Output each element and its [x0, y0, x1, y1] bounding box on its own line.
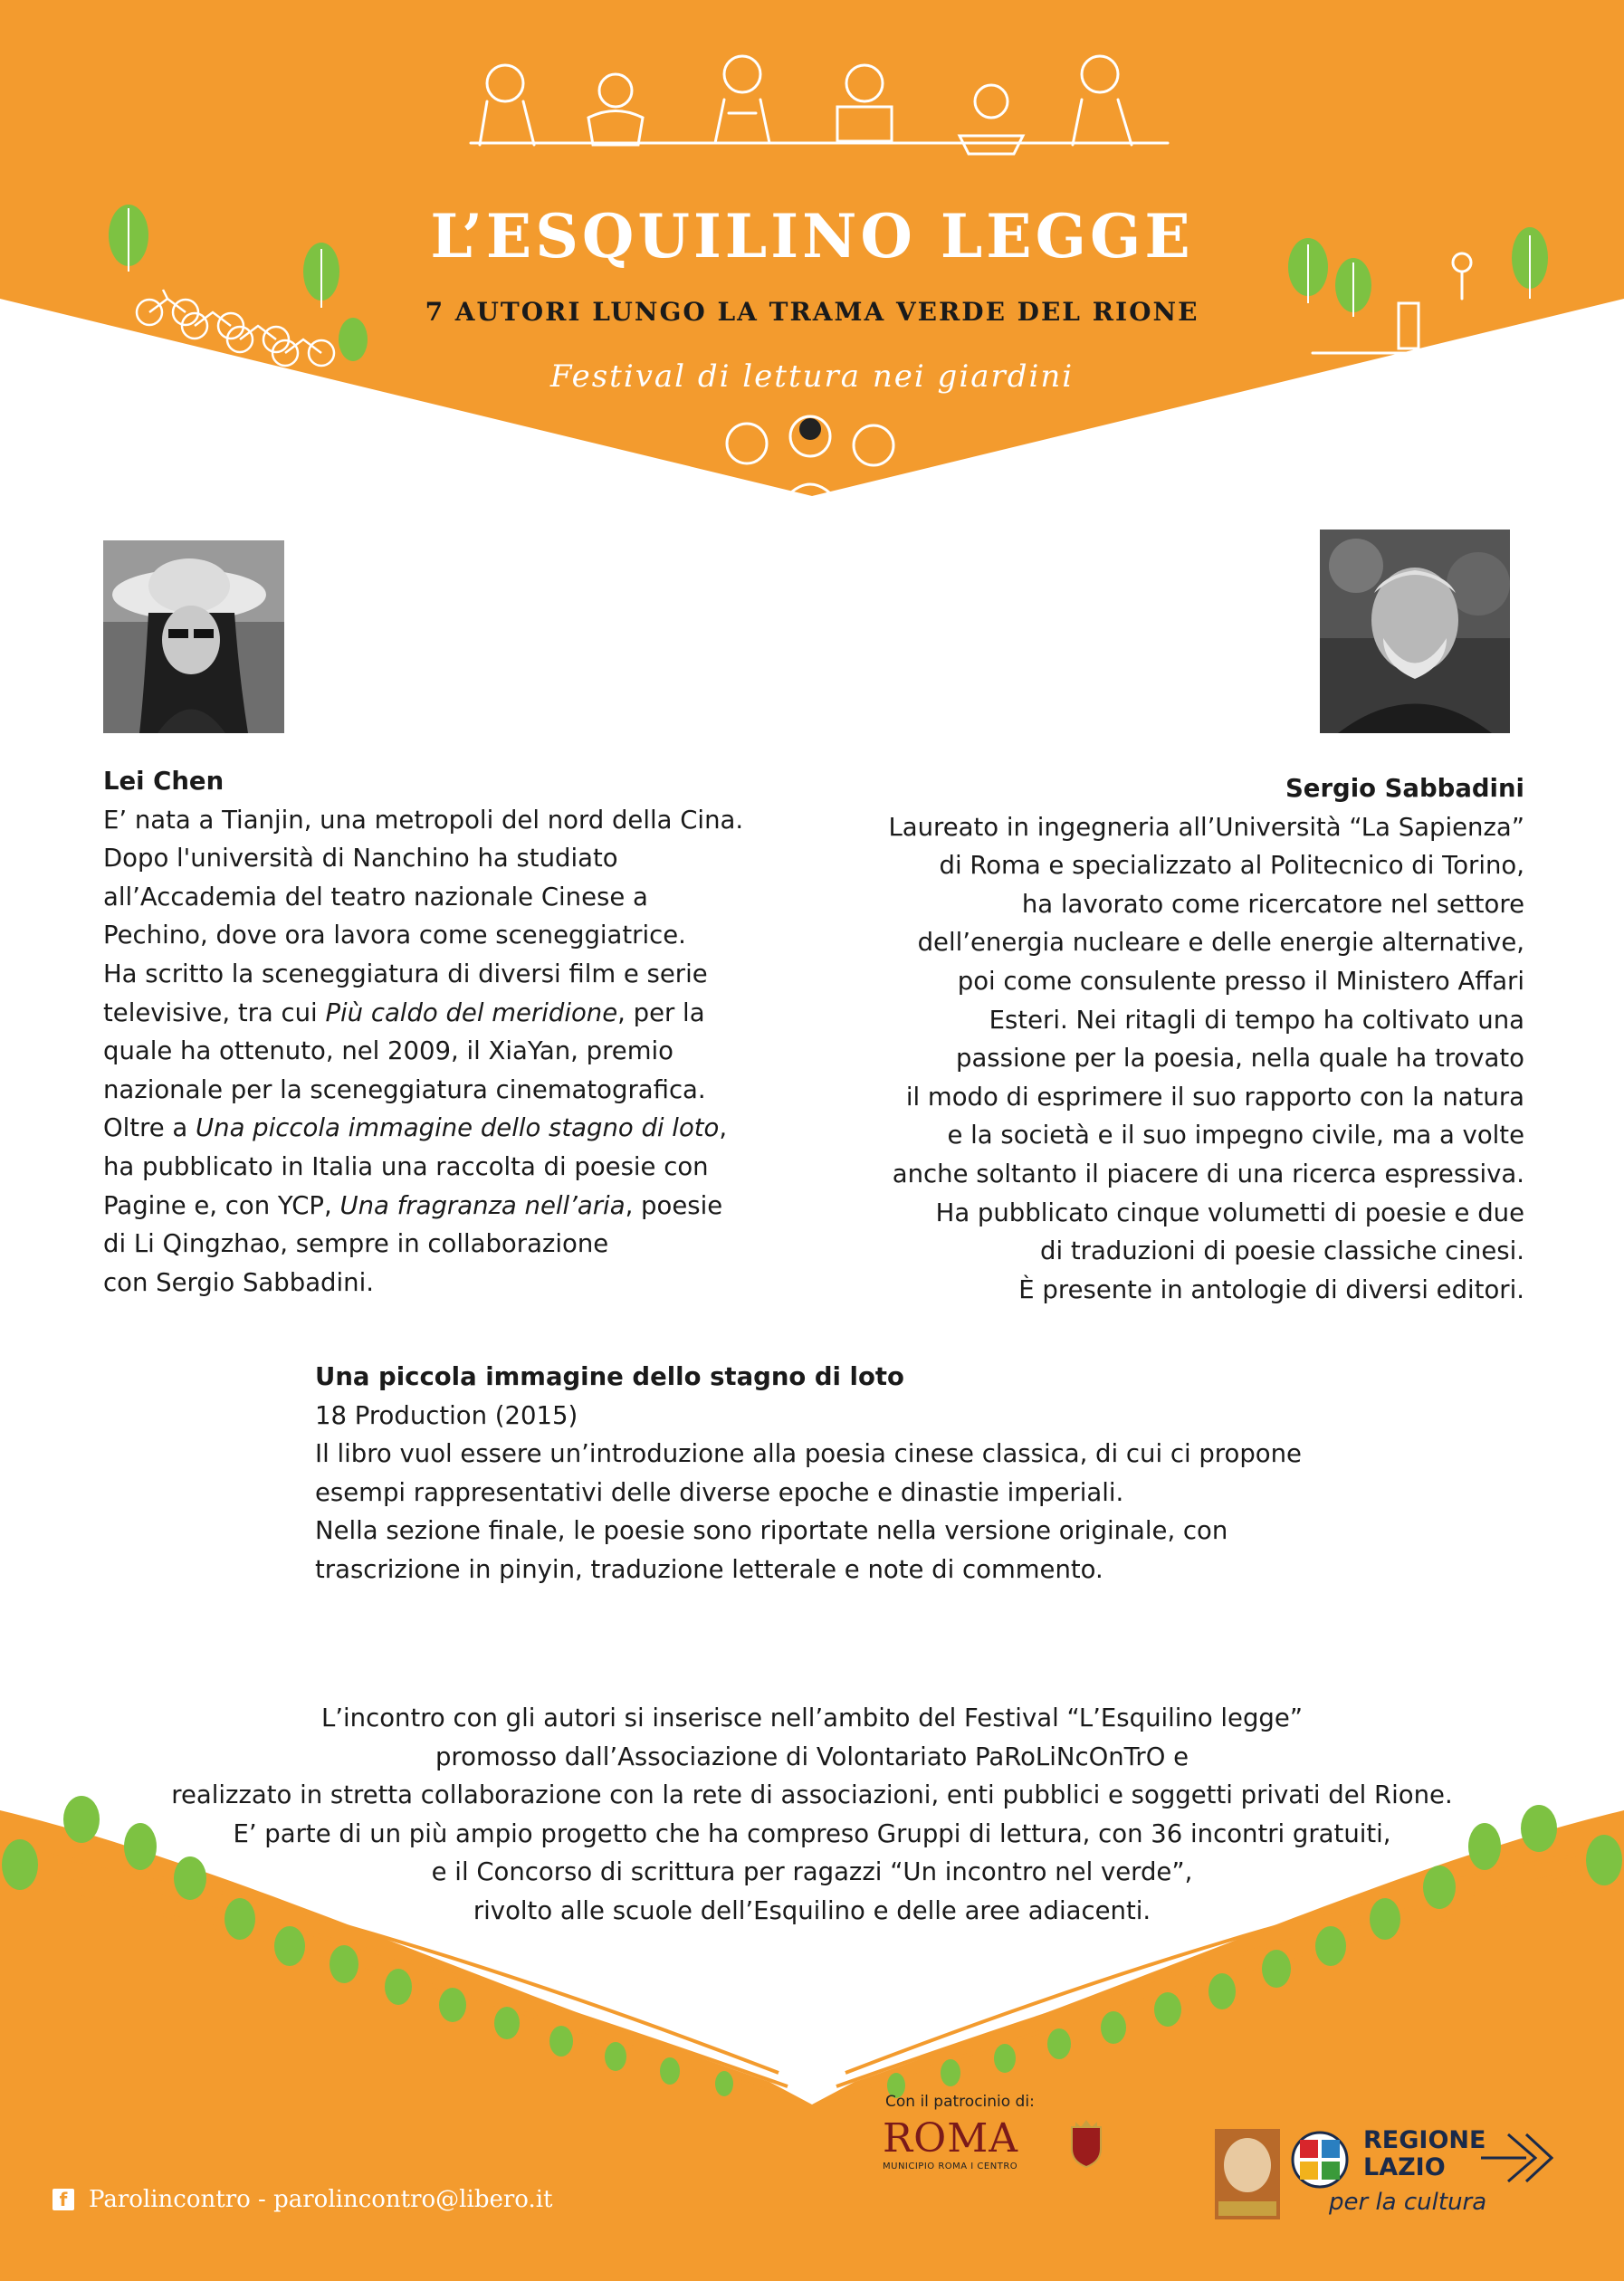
regione-arrow-icon — [1481, 2131, 1553, 2185]
roma-crest-icon — [1068, 2118, 1104, 2169]
portrait-man-icon — [1320, 530, 1510, 733]
book-title: Una piccola immagine dello stagno di loto — [315, 1362, 904, 1391]
book-publisher: 18 Production (2015) — [315, 1400, 578, 1430]
bio-line: il modo di esprimere il suo rapporto con la natura — [905, 1082, 1524, 1112]
portrait-woman-icon — [103, 540, 284, 733]
bio-line: ha pubblicato in Italia una raccolta di poesie con — [103, 1151, 709, 1181]
author-photo-lei-chen — [103, 540, 284, 733]
bio-text: , per la — [617, 997, 705, 1027]
regione-subtitle: per la cultura — [1329, 2189, 1487, 2216]
bio-line: Ha scritto la sceneggiatura di diversi film e serie — [103, 959, 708, 988]
author-name: Sergio Sabbadini — [1285, 774, 1524, 803]
bio-line: poi come consulente presso il Ministero Affari — [957, 966, 1524, 996]
regione-wordmark — [1363, 2127, 1485, 2181]
book-title: Una fragranza nell’aria — [339, 1190, 626, 1220]
bio-line: E’ nata a Tianjin, una metropoli del nord della Cina. — [103, 805, 744, 835]
bio-line: all’Accademia del teatro nazionale Cinese a — [103, 882, 648, 911]
bio-text: , — [719, 1113, 728, 1143]
bio-line: Dopo l'università di Nanchino ha studiato — [103, 844, 618, 873]
roma-subtitle: MUNICIPIO ROMA I CENTRO — [883, 2162, 1018, 2171]
roma-wordmark: ROMA — [883, 2115, 1019, 2162]
bio-line: e la società e il suo impegno civile, ma a volte — [947, 1121, 1524, 1150]
book-section — [315, 1358, 1356, 1589]
regione-mosaic-icon — [1291, 2131, 1349, 2189]
bio-text: , poesie — [625, 1190, 723, 1220]
author-photo-sergio-sabbadini — [1320, 530, 1510, 733]
bio-line — [103, 1109, 791, 1148]
bio-line: dell’energia nucleare e delle energie alternative, — [917, 928, 1524, 958]
book-title: Una piccola immagine dello stagno di loto — [196, 1113, 720, 1143]
bio-line: anche soltanto il piacere di una ricerca espressiva. — [892, 1159, 1524, 1188]
footer-line: rivolto alle scuole dell’Esquilino e delle aree adiacenti. — [473, 1895, 1151, 1925]
bio-line: di traduzioni di poesie classiche cinesi. — [1040, 1236, 1524, 1266]
bio-line: con Sergio Sabbadini. — [103, 1267, 374, 1297]
bio-lei-chen — [103, 762, 791, 1302]
facebook-icon[interactable]: f — [53, 2189, 74, 2210]
book-line: Nella sezione finale, le poesie sono riportate nella versione originale, con — [315, 1516, 1228, 1546]
contact-info — [53, 2186, 553, 2213]
footer-line: L’incontro con gli autori si inserisce nell’ambito del Festival “L’Esquilino legge” — [320, 1704, 1304, 1732]
bio-line — [103, 1187, 791, 1226]
footer-line: promosso dall’Associazione di Volontariato PaRoLiNcOnTrO e — [435, 1742, 1189, 1771]
festival-title: L’ESQUILINO LEGGE — [430, 201, 1194, 272]
bio-line: Pechino, dove ora lavora come sceneggiatrice. — [103, 921, 686, 950]
bio-line: nazionale per la sceneggiatura cinematografica. — [103, 1074, 706, 1104]
bio-line: È presente in antologie di diversi editori. — [1018, 1274, 1524, 1304]
bio-line: Esteri. Nei ritagli di tempo ha coltivato una — [989, 1005, 1524, 1035]
footer-line: e il Concorso di scrittura per ragazzi “Un incontro nel verde”, — [431, 1857, 1193, 1887]
author-name: Lei Chen — [103, 767, 224, 796]
regione-lazio-logo — [1291, 2127, 1562, 2227]
festival-subtitle: 7 AUTORI LUNGO LA TRAMA VERDE DEL RIONE — [425, 297, 1199, 327]
bio-text: Pagine e, con YCP, — [103, 1190, 340, 1220]
bio-line: ha lavorato come ricercatore nel settore — [1021, 889, 1524, 919]
book-line: trascrizione in pinyin, traduzione letterale e note di commento. — [315, 1554, 1103, 1584]
bio-line: di Roma e specializzato al Politecnico di Torino, — [939, 851, 1524, 881]
bio-line: Ha pubblicato cinque volumetti di poesie e due — [935, 1198, 1524, 1227]
municipio-emblem-icon — [1215, 2129, 1280, 2219]
bio-text: Oltre a — [103, 1113, 196, 1143]
footer-line: realizzato in stretta collaborazione con la rete di associazioni, enti pubblici e soggetti privati del Rione. — [171, 1780, 1453, 1810]
regione-line-1: REGIONE — [1363, 2126, 1486, 2154]
book-line: esempi rappresentativi delle diverse epoche e dinastie imperiali. — [315, 1477, 1124, 1507]
film-title: Più caldo del meridione — [325, 997, 618, 1027]
bio-line: di Li Qingzhao, sempre in collaborazione — [103, 1229, 609, 1259]
bio-line: Laureato in ingegneria all’Università “La Sapienza” — [888, 812, 1524, 842]
footer-line: E’ parte di un più ampio progetto che ha compreso Gruppi di lettura, con 36 incontri gratuiti, — [233, 1818, 1391, 1848]
bio-text: televisive, tra cui — [103, 997, 326, 1027]
bio-line — [103, 994, 791, 1033]
regione-line-2: LAZIO — [1363, 2153, 1446, 2181]
bio-line: passione per la poesia, nella quale ha trovato — [955, 1044, 1524, 1074]
contact-text: Parolincontro - parolincontro@libero.it — [89, 2186, 553, 2213]
festival-tagline: Festival di lettura nei giardini — [549, 358, 1075, 395]
bio-line: quale ha ottenuto, nel 2009, il XiaYan, premio — [103, 1036, 673, 1066]
book-line: Il libro vuol essere un’introduzione alla poesia cinese classica, di cui ci propone — [315, 1439, 1302, 1469]
bio-sergio-sabbadini — [818, 769, 1524, 1309]
event-description — [0, 1699, 1624, 1931]
patronage-label: Con il patrocinio di: — [885, 2093, 1035, 2111]
roma-logo — [883, 2116, 1018, 2171]
